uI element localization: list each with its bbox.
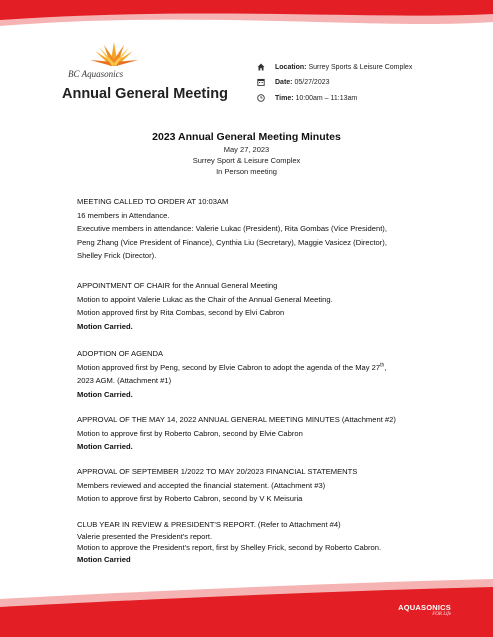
attendance-count: 16 members in Attendance. [77,210,170,220]
executive-line: Peng Zhang (Vice President of Finance), Cynthia Liu (Secretary), Maggie Vasicez (Director), [77,237,387,247]
minutes-date: May 27, 2023 [223,145,270,154]
motion-text: Motion to approve the President's report, first by Shelley Frick, second by Roberto Cabron. [77,543,382,552]
brand-name: AQUASONICS [398,603,451,612]
motion-text: Motion to approve first by Roberto Cabron, second by Elvie Cabron [77,428,303,438]
location-label: Location: [275,64,307,71]
motion-text: 2023 AGM. (Attachment #1) [77,376,172,386]
section-call-to-order [77,195,437,263]
motion-text-part: Motion approved first by Peng, second by Elvie Cabron to adopt the agenda of the May 27 [77,362,381,372]
motion-text: Motion to appoint Valerie Lukac as the Chair of the Annual General Meeting. [77,294,333,304]
section-appointment-of-chair [77,279,437,333]
top-red-band [0,0,493,34]
section-presidents-report [77,519,437,565]
section-heading: APPROVAL OF THE MAY 14, 2022 ANNUAL GENERAL MEETING MINUTES (Attachment #2) [77,415,396,424]
motion-result: Motion Carried [77,554,131,564]
logo-wordmark: BC Aquasonics [68,69,124,79]
section-heading: MEETING CALLED TO ORDER AT 10:03AM [77,197,229,206]
motion-result: Motion Carried. [77,442,133,452]
section-approval-of-minutes [77,413,437,454]
motion-text: Motion to approve first by Roberto Cabron, second by V K Meisuria [77,494,303,504]
home-icon [257,63,265,71]
motion-result: Motion Carried. [77,389,133,399]
sun-logo-icon [62,40,172,86]
motion-text-part: , [384,362,387,372]
section-heading: ADOPTION OF AGENDA [77,349,164,358]
date-label: Date: [275,79,293,86]
section-financial-statements [77,465,437,506]
motion-text: Motion approved first by Rita Combas, second by Elvi Cabron [77,308,285,318]
section-heading: APPROVAL OF SEPTEMBER 1/2022 TO MAY 20/2023 FINANCIAL STATEMENTS [77,467,358,476]
clock-icon [257,94,265,102]
minutes-venue: Surrey Sport & Leisure Complex [192,156,301,165]
section-heading: CLUB YEAR IN REVIEW & PRESIDENT'S REPORT. (Refer to Attachment #4) [77,520,341,529]
location-value: Surrey Sports & Leisure Complex [308,64,413,71]
date-value: 05/27/2023 [294,79,330,86]
minutes-mode: In Person meeting [216,167,277,176]
document-title: Annual General Meeting [62,86,228,102]
motion-text: Members reviewed and accepted the financial statement. (Attachment #3) [77,480,326,490]
executive-line: Executive members in attendance: Valerie Lukac (President), Rita Gombas (Vice President), [77,224,387,234]
motion-text [77,361,437,375]
calendar-icon [257,78,265,86]
executive-line: Shelley Frick (Director). [77,251,157,261]
ordinal-suffix: th [380,362,385,369]
time-value: 10:00am – 11:13am [295,95,358,102]
footer-brand [398,603,451,617]
motion-result: Motion Carried. [77,321,133,331]
section-heading: APPOINTMENT OF CHAIR for the Annual General Meeting [77,281,278,290]
motion-text: Valerie presented the President's report. [77,531,213,541]
section-adoption-of-agenda [77,347,437,401]
time-label: Time: [275,95,294,102]
minutes-title: 2023 Annual General Meeting Minutes [152,131,341,143]
brand-tagline: FOR Life [432,612,451,617]
